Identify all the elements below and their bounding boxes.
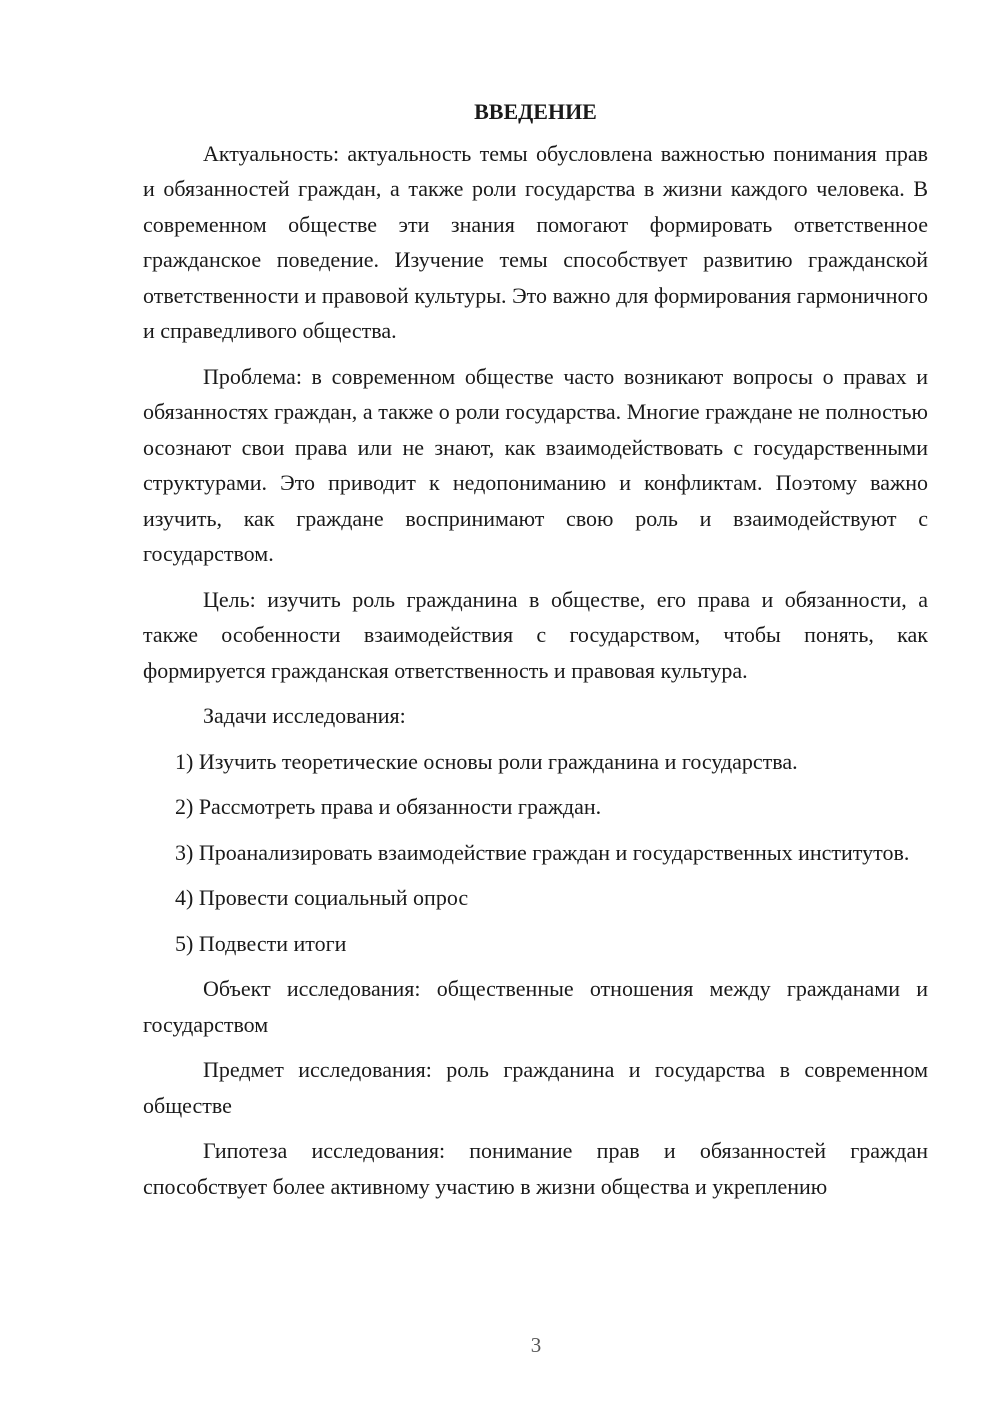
task-item: 5) Подвести итоги <box>175 930 347 956</box>
subject-paragraph: Предмет исследования: роль гражданина и государства в современном обществе <box>143 1057 928 1118</box>
problem-paragraph: Проблема: в современном обществе часто возникают вопросы о правах и обязанностях граждан, а также о роли государства. Многие граждане не полностью осознают свои права или не знают, как взаимодействовать с государственными структурами. Это приводит к недопониманию и конфликтам. Поэтому важно изучить, как граждане воспринимают свою роль и взаимодействуют с государством. <box>143 363 928 566</box>
task-item: 1) Изучить теоретические основы роли гражданина и государства. <box>175 748 798 774</box>
task-item: 3) Проанализировать взаимодействие граждан и государственных институтов. <box>175 839 910 865</box>
page-number: 3 <box>530 1333 542 1357</box>
document-page <box>143 94 928 1204</box>
goal-paragraph: Цель: изучить роль гражданина в обществе, его права и обязанности, а также особенности взаимодействия с государством, чтобы понять, как формируется гражданская ответственность и правовая культура. <box>143 586 928 683</box>
task-item: 2) Рассмотреть права и обязанности граждан. <box>175 794 602 819</box>
hypothesis-paragraph: Гипотеза исследования: понимание прав и обязанностей граждан способствует более активному участию в жизни общества и укреплению <box>143 1138 928 1199</box>
tasks-heading: Задачи исследования: <box>203 703 406 728</box>
relevance-paragraph: Актуальность: актуальность темы обусловлена важностью понимания прав и обязанностей граждан, а также роли государства в жизни каждого человека. В современном обществе эти знания помогают формировать ответственное гражданское поведение. Изучение темы способствует развитию гражданской ответственности и правовой культуры. Это важно для формирования гармоничного и справедливого общества. <box>143 140 928 343</box>
section-title: ВВЕДЕНИЕ <box>474 99 597 124</box>
task-item: 4) Провести социальный опрос <box>175 885 469 910</box>
object-paragraph: Объект исследования: общественные отношения между гражданами и государством <box>143 976 928 1037</box>
